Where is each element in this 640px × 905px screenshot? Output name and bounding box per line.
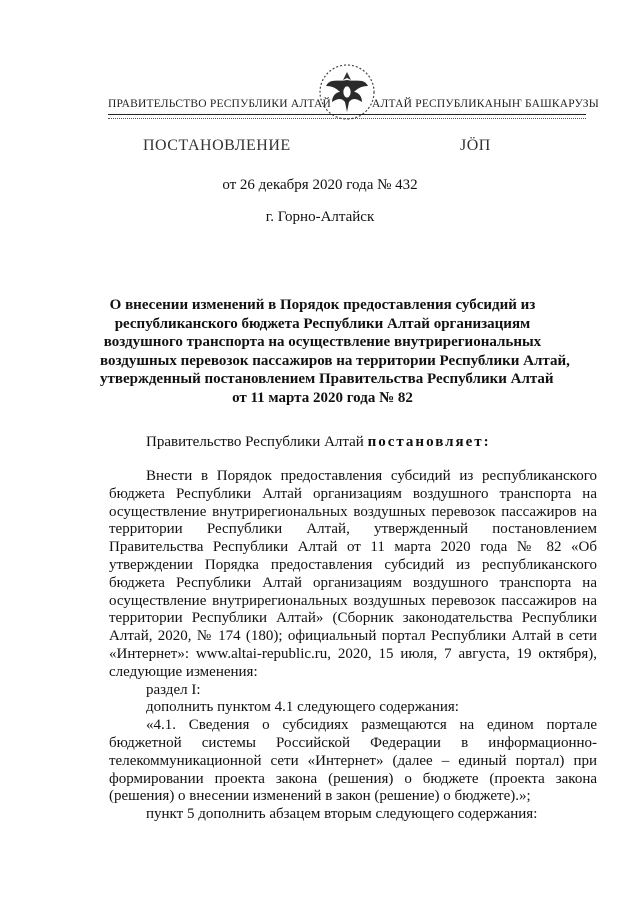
title-line: от 11 марта 2020 года № 82: [232, 389, 413, 406]
title-line: воздушного транспорта на осуществление внутрирегиональных: [103, 334, 542, 350]
title-line: воздушных перевозок пассажиров на территории Республики Алтай,: [100, 352, 570, 369]
body-paragraph: пункт 5 дополнить абзацем вторым следующего содержания:: [146, 806, 538, 823]
header-divider: [108, 114, 586, 115]
document-type-ru: ПОСТАНОВЛЕНИЕ: [143, 137, 291, 154]
title-line: О внесении изменений в Порядок предоставления субсидий из: [109, 297, 536, 313]
body-paragraph: раздел I:: [146, 681, 201, 698]
preamble-resolves: постановляет:: [367, 434, 491, 450]
title-line: утвержденный постановлением Правительства Республики Алтай: [100, 371, 554, 387]
government-name-altai: АЛТАЙ РЕСПУБЛИКАНЫҤ БАШКАРУЗЫ: [372, 98, 599, 110]
government-name-ru: ПРАВИТЕЛЬСТВО РЕСПУБЛИКИ АЛТАЙ: [108, 98, 332, 110]
document-title: [100, 296, 570, 407]
document-date-number: от 26 декабря 2020 года № 432: [222, 177, 418, 193]
document-body: [109, 468, 597, 824]
preamble-prefix: Правительство Республики Алтай: [146, 434, 368, 450]
preamble: [146, 434, 491, 451]
document-city: г. Горно-Алтайск: [265, 209, 375, 225]
body-paragraph: «4.1. Сведения о субсидиях размещаются на едином портале бюджетной системы Российской Федерации в информационно-телекоммуникационной сети «Интернет» (далее – единый портал) при формировании проекта закона (решения) о бюджете (проекта закона (решения) о внесении изменений в закон (решение) о бюджете).»;: [109, 717, 597, 805]
body-paragraph: Внести в Порядок предоставления субсидий из республиканского бюджета Республики Алтай организациям воздушного транспорта на осуществление внутрирегиональных воздушных перевозок пассажиров на территории Республики Алтай, утвержденный постановлением Правительства Республики Алтай от 11 марта 2020 года № 82 «Об утверждении Порядка предоставления субсидий из республиканского бюджета Республики Алтай организациям воздушного транспорта на осуществление внутрирегиональных воздушных перевозок пассажиров на территории Республики Алтай» (Сборник законодательства Республики Алтай, 2020, № 174 (180); официальный портал Республики Алтай в сети «Интернет»: www.altai-republic.ru, 2020, 15 июля, 7 августа, 19 октября), следующие изменения:: [109, 468, 597, 680]
title-line: республиканского бюджета Республики Алтай организациям: [114, 315, 531, 332]
header-divider-dotted: [108, 118, 586, 119]
body-paragraph: дополнить пунктом 4.1 следующего содержания:: [146, 699, 459, 716]
coat-of-arms-icon: [318, 62, 376, 122]
document-type-altai: ЈӦП: [460, 137, 491, 154]
